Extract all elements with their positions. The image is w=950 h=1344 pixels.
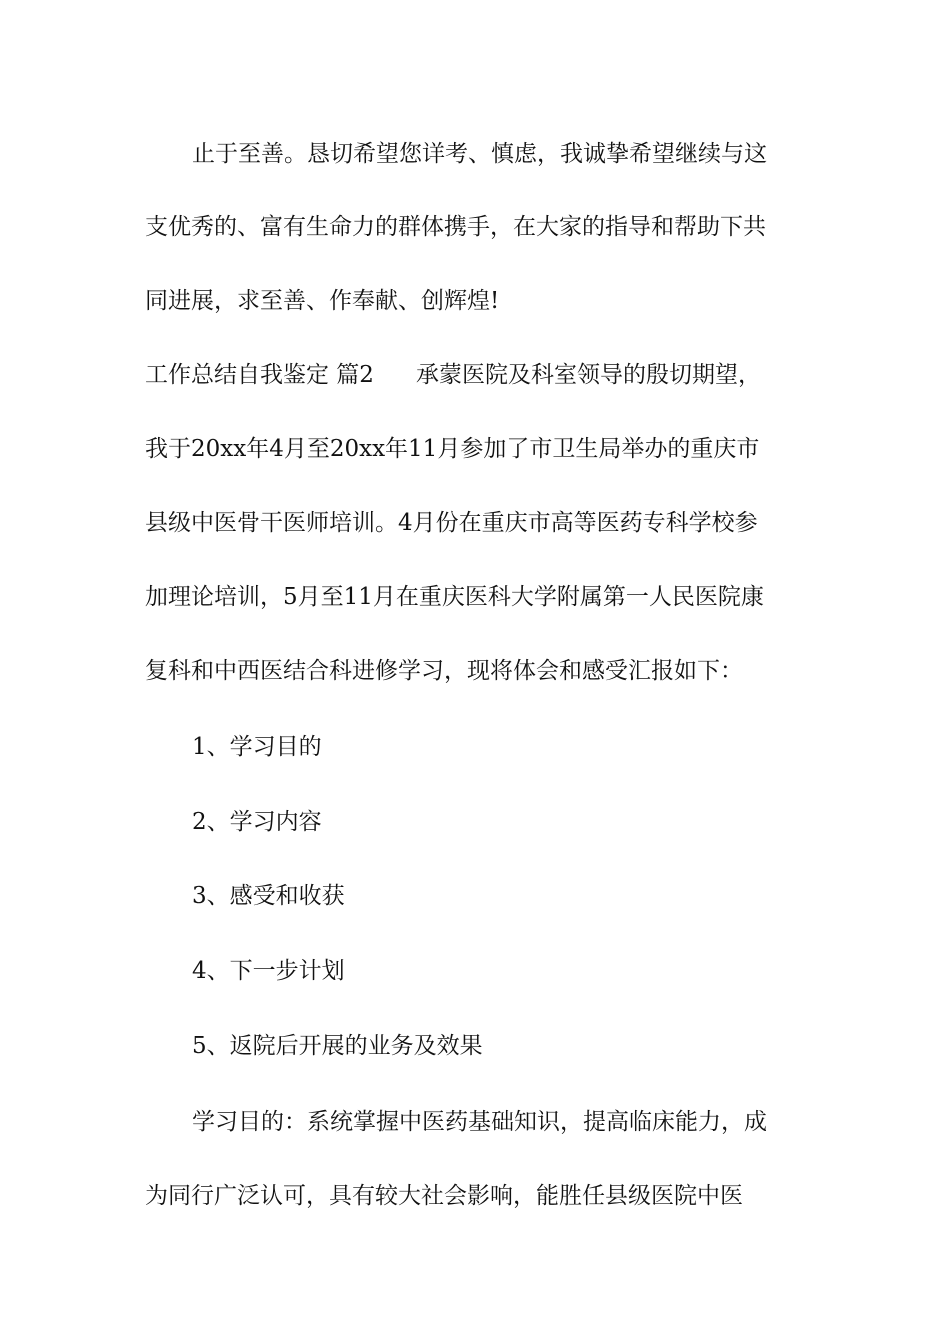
paragraph-line-8: 复科和中西医结合科进修学习，现将体会和感受汇报如下： [145,658,743,684]
paragraph-line-10: 为同行广泛认可，具有较大社会影响，能胜任县级医院中医 [145,1183,743,1209]
list-item-5: 5、返院后开展的业务及效果 [192,1033,483,1059]
paragraph-line-4: 承蒙医院及科室领导的殷切期望， [415,362,761,388]
list-item-4: 4、下一步计划 [192,958,345,984]
list-item-3: 3、感受和收获 [192,883,345,909]
paragraph-line-1: 止于至善。恳切希望您详考、慎虑，我诚挚希望继续与这 [192,141,767,167]
list-item-2: 2、学习内容 [192,809,322,835]
paragraph-line-6: 县级中医骨干医师培训。4月份在重庆市高等医药专科学校参 [145,510,758,536]
paragraph-line-9: 学习目的：系统掌握中医药基础知识，提高临床能力，成 [192,1109,767,1135]
paragraph-line-2: 支优秀的、富有生命力的群体携手，在大家的指导和帮助下共 [145,214,766,240]
paragraph-line-7: 加理论培训，5月至11月在重庆医科大学附属第一人民医院康 [145,584,764,610]
list-item-1: 1、学习目的 [192,734,322,760]
section-heading-line [145,355,815,395]
section-heading: 工作总结自我鉴定 篇2 [145,362,374,388]
paragraph-line-3: 同进展，求至善、作奉献、创辉煌! [145,288,500,314]
paragraph-line-5: 我于20xx年4月至20xx年11月参加了市卫生局举办的重庆市 [145,436,760,462]
